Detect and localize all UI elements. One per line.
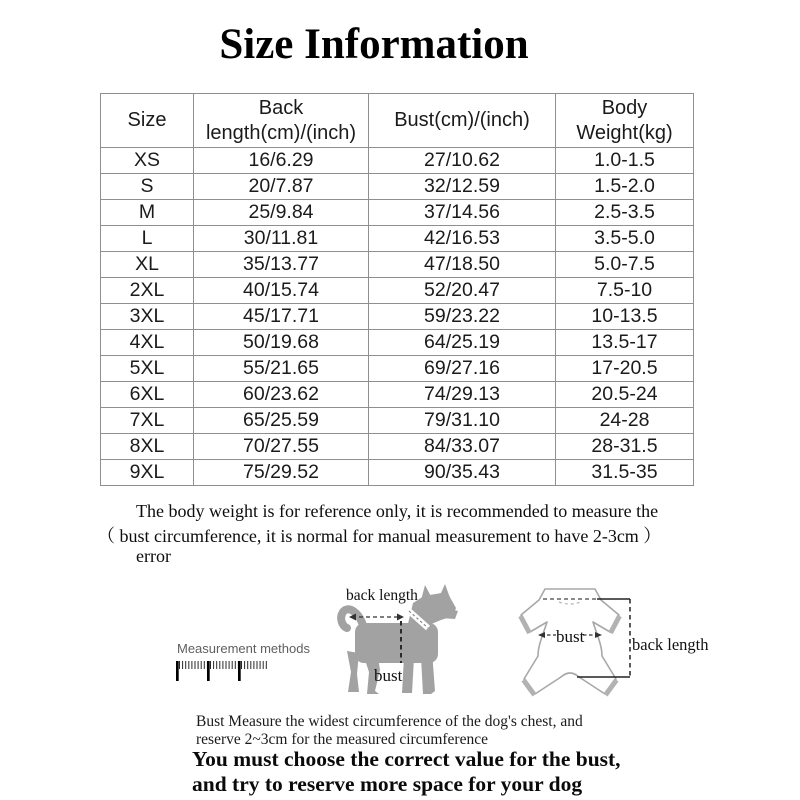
table-cell-weight: 7.5-10	[556, 278, 694, 304]
table-cell-size: XL	[101, 252, 194, 278]
table-row	[101, 252, 694, 278]
dog-back-length-label: back length	[346, 587, 418, 604]
ruler-tall-tick	[176, 661, 179, 681]
header-size	[101, 94, 194, 148]
table-cell-size: 3XL	[101, 304, 194, 330]
table-cell-size: 8XL	[101, 434, 194, 460]
weight-note-line2: （ bust circumference, it is normal for manual measurement to have 2-3cm ）	[97, 526, 662, 546]
table-cell-size: S	[101, 174, 194, 200]
dog-bust-label: bust	[374, 666, 403, 685]
size-table-header	[101, 94, 694, 148]
table-cell-bust: 69/27.16	[369, 356, 556, 382]
header-back-line2: length(cm)/(inch)	[205, 121, 357, 144]
table-cell-size: 6XL	[101, 382, 194, 408]
garment-bust-label: bust	[556, 627, 585, 646]
dog-rear-leg	[347, 651, 359, 692]
table-cell-back: 55/21.65	[194, 356, 369, 382]
table-cell-bust: 37/14.56	[369, 200, 556, 226]
measurement-methods-label: Measurement methods	[177, 641, 310, 656]
table-cell-weight: 17-20.5	[556, 356, 694, 382]
table-row	[101, 330, 694, 356]
table-cell-size: 5XL	[101, 356, 194, 382]
bust-measure-note-line1: Bust Measure the widest circumference of the dog's chest, and	[196, 713, 583, 730]
table-row	[101, 174, 694, 200]
table-row	[101, 408, 694, 434]
header-back-line1: Back	[258, 96, 304, 119]
table-cell-size: 2XL	[101, 278, 194, 304]
table-cell-bust: 74/29.13	[369, 382, 556, 408]
table-cell-weight: 3.5-5.0	[556, 226, 694, 252]
header-bust	[369, 94, 556, 148]
arrowhead-right-icon	[397, 614, 404, 621]
table-cell-back: 45/17.71	[194, 304, 369, 330]
weight-note-line3: error	[136, 546, 171, 566]
table-cell-size: M	[101, 200, 194, 226]
table-cell-size: 7XL	[101, 408, 194, 434]
page-title: Size Information	[219, 21, 529, 68]
warning-line1: You must choose the correct value for the bust,	[192, 747, 621, 771]
table-cell-weight: 20.5-24	[556, 382, 694, 408]
table-row	[101, 382, 694, 408]
table-cell-weight: 24-28	[556, 408, 694, 434]
header-row	[101, 94, 694, 148]
table-row	[101, 304, 694, 330]
table-cell-size: L	[101, 226, 194, 252]
table-cell-back: 75/29.52	[194, 460, 369, 486]
table-cell-bust: 59/23.22	[369, 304, 556, 330]
table-cell-back: 20/7.87	[194, 174, 369, 200]
table-row	[101, 356, 694, 382]
table-cell-bust: 64/25.19	[369, 330, 556, 356]
header-back-length	[194, 94, 369, 148]
table-cell-back: 60/23.62	[194, 382, 369, 408]
garment-back-length-label: back length	[632, 635, 709, 654]
table-cell-bust: 47/18.50	[369, 252, 556, 278]
size-table	[100, 93, 694, 486]
table-cell-size: 4XL	[101, 330, 194, 356]
weight-note-line1: The body weight is for reference only, it is recommended to measure the	[136, 501, 659, 521]
table-cell-bust: 84/33.07	[369, 434, 556, 460]
ruler-icon	[176, 661, 271, 685]
table-cell-weight: 28-31.5	[556, 434, 694, 460]
table-row	[101, 460, 694, 486]
table-row	[101, 226, 694, 252]
table-row	[101, 434, 694, 460]
table-row	[101, 278, 694, 304]
table-cell-weight: 1.5-2.0	[556, 174, 694, 200]
table-cell-back: 65/25.59	[194, 408, 369, 434]
bust-measure-note-line2: reserve 2~3cm for the measured circumference	[196, 731, 488, 748]
table-cell-bust: 32/12.59	[369, 174, 556, 200]
warning-line2: and try to reserve more space for your dog	[192, 772, 583, 796]
table-cell-back: 50/19.68	[194, 330, 369, 356]
table-cell-back: 16/6.29	[194, 148, 369, 174]
table-cell-bust: 42/16.53	[369, 226, 556, 252]
size-table-body	[101, 148, 694, 486]
table-cell-bust: 90/35.43	[369, 460, 556, 486]
header-weight-line2: Weight(kg)	[576, 121, 673, 144]
table-cell-back: 35/13.77	[194, 252, 369, 278]
table-cell-back: 30/11.81	[194, 226, 369, 252]
ruler-tall-tick	[238, 661, 241, 681]
table-cell-weight: 5.0-7.5	[556, 252, 694, 278]
table-row	[101, 148, 694, 174]
table-cell-size: XS	[101, 148, 194, 174]
table-cell-weight: 31.5-35	[556, 460, 694, 486]
table-cell-weight: 2.5-3.5	[556, 200, 694, 226]
header-weight-line1: Body	[601, 96, 648, 119]
header-size-label: Size	[127, 109, 167, 131]
table-cell-weight: 10-13.5	[556, 304, 694, 330]
table-cell-bust: 27/10.62	[369, 148, 556, 174]
header-body-weight	[556, 94, 694, 148]
ruler-tall-tick	[207, 661, 210, 681]
table-cell-weight: 13.5-17	[556, 330, 694, 356]
table-cell-bust: 79/31.10	[369, 408, 556, 434]
table-row	[101, 200, 694, 226]
table-cell-weight: 1.0-1.5	[556, 148, 694, 174]
header-bust-label: Bust(cm)/(inch)	[394, 109, 530, 131]
table-cell-back: 70/27.55	[194, 434, 369, 460]
table-cell-size: 9XL	[101, 460, 194, 486]
table-cell-back: 25/9.84	[194, 200, 369, 226]
table-cell-bust: 52/20.47	[369, 278, 556, 304]
table-cell-back: 40/15.74	[194, 278, 369, 304]
